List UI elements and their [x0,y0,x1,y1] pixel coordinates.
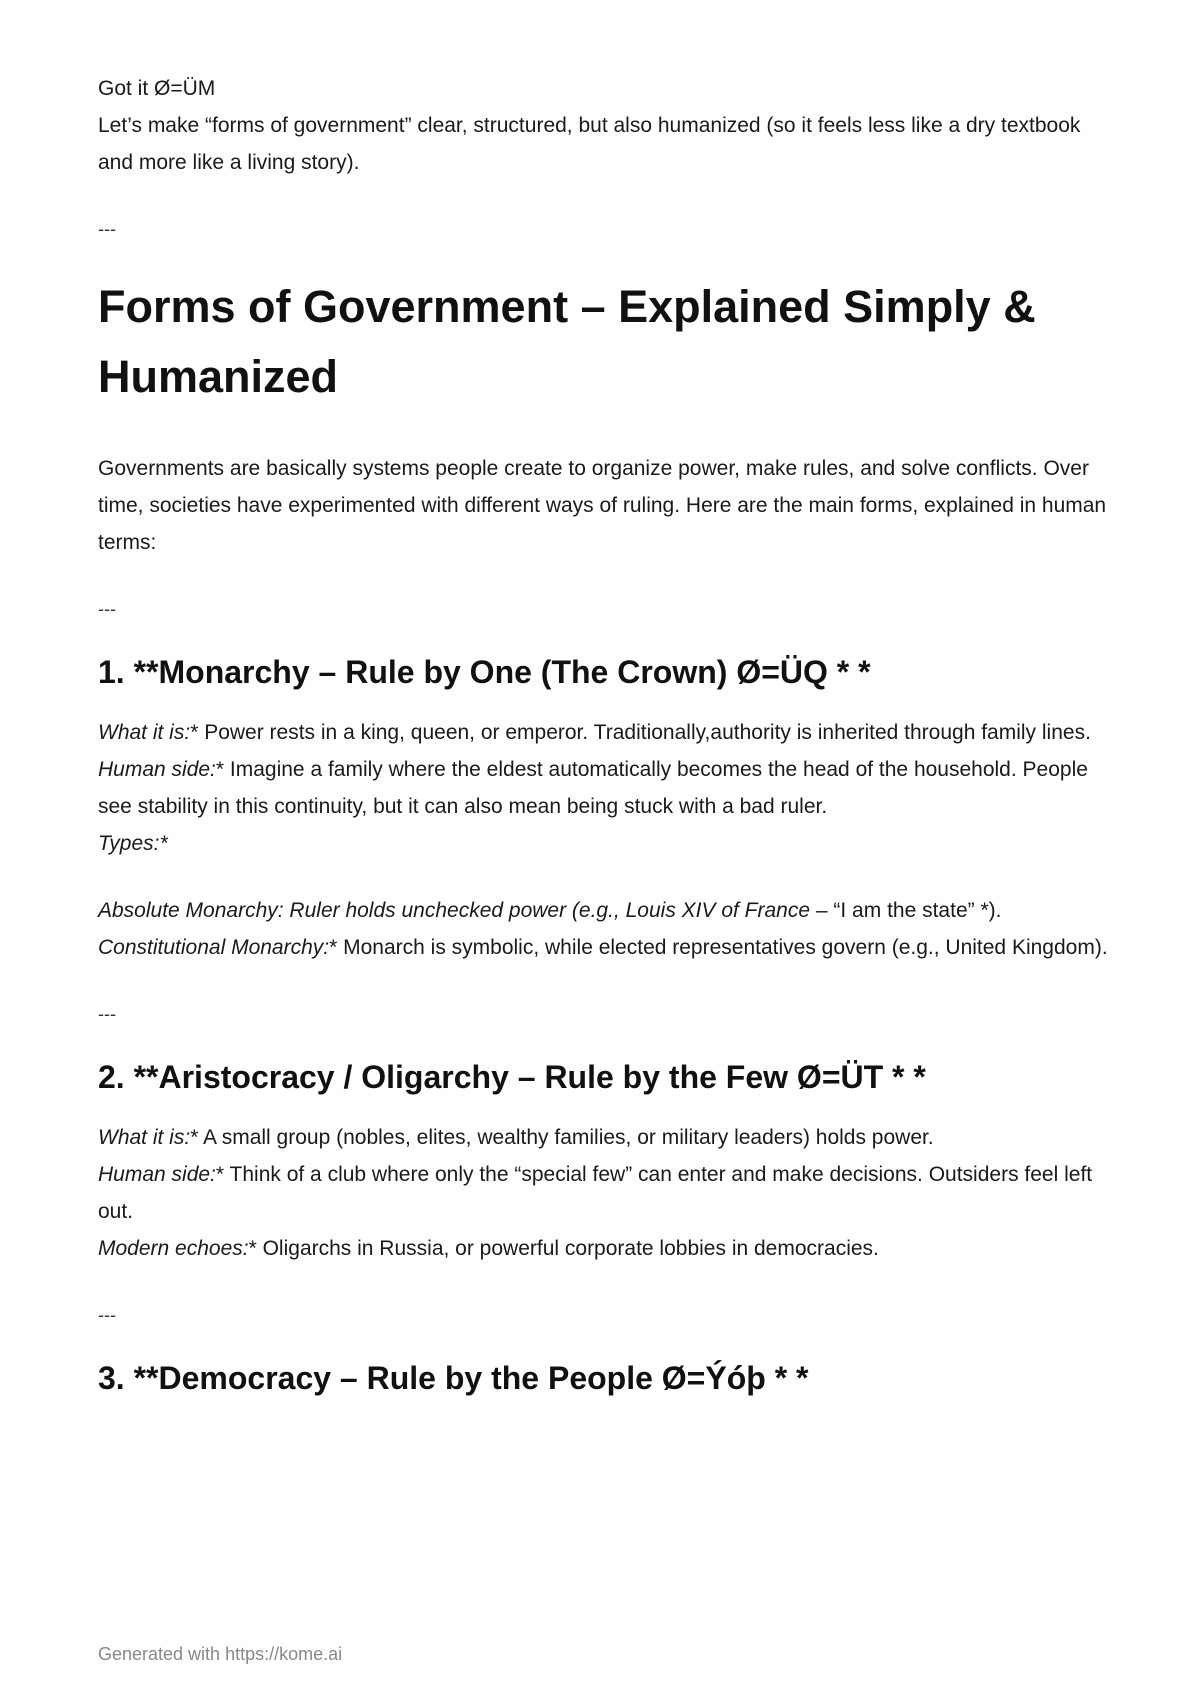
label: Human side: [98,1163,216,1186]
text: – “I am the state” *). [810,899,1002,922]
separator: --- [98,599,116,619]
aristocracy-modern-echoes [98,1230,1118,1267]
text: * Imagine a family where the eldest automatically becomes the head of the household. People see stability in this continuity, but it can also mean being stuck with a bad ruler. [98,758,1088,818]
lead-paragraph: Governments are basically systems people create to organize power, make rules, and solve conflicts. Over time, societies have experimented with different ways of ruling. Here are the main forms, explained in human terms: [98,457,1107,554]
label: Absolute Monarchy: Ruler holds unchecked power (e.g., Louis XIV of France [98,899,811,922]
label: What it is: [98,1126,191,1149]
label: Types:* [98,832,168,855]
page-title: Forms of Government – Explained Simply & Humanized [98,281,1036,402]
section-heading-aristocracy: 2. **Aristocracy / Oligarchy – Rule by the Few Ø=ÜT * * [98,1059,926,1095]
label: Modern echoes: [98,1237,249,1260]
monarchy-types-label [98,825,1118,862]
aristocracy-human-side [98,1156,1118,1230]
text: * Power rests in a king, queen, or emperor. Traditionally,authority is inherited through family lines. [190,721,1091,744]
label: Human side: [98,758,216,781]
document-page [98,70,1118,1400]
intro-line-1: Got it Ø=ÜM [98,77,216,100]
text: * Oligarchs in Russia, or powerful corporate lobbies in democracies. [248,1237,879,1260]
monarchy-constitutional [98,929,1118,966]
footer-generated-with: Generated with https://kome.ai [98,1644,343,1664]
section-heading-monarchy: 1. **Monarchy – Rule by One (The Crown) Ø=ÜQ * * [98,654,871,690]
intro-line-2: Let’s make “forms of government” clear, structured, but also humanized (so it feels less like a dry textbook and more like a living story). [98,114,1081,174]
label: What it is: [98,721,191,744]
monarchy-what-it-is [98,714,1118,751]
monarchy-absolute [98,892,1118,929]
text: * Think of a club where only the “special few” can enter and make decisions. Outsiders feel left out. [98,1163,1093,1223]
monarchy-human-side [98,751,1118,825]
aristocracy-what-it-is [98,1119,1118,1156]
separator: --- [98,219,116,239]
section-heading-democracy: 3. **Democracy – Rule by the People Ø=Ýóþ * * [98,1360,809,1396]
separator: --- [98,1305,116,1325]
separator: --- [98,1004,116,1024]
label: Constitutional Monarchy: [98,936,330,959]
text: * A small group (nobles, elites, wealthy families, or military leaders) holds power. [190,1126,934,1149]
text: * Monarch is symbolic, while elected representatives govern (e.g., United Kingdom). [329,936,1108,959]
